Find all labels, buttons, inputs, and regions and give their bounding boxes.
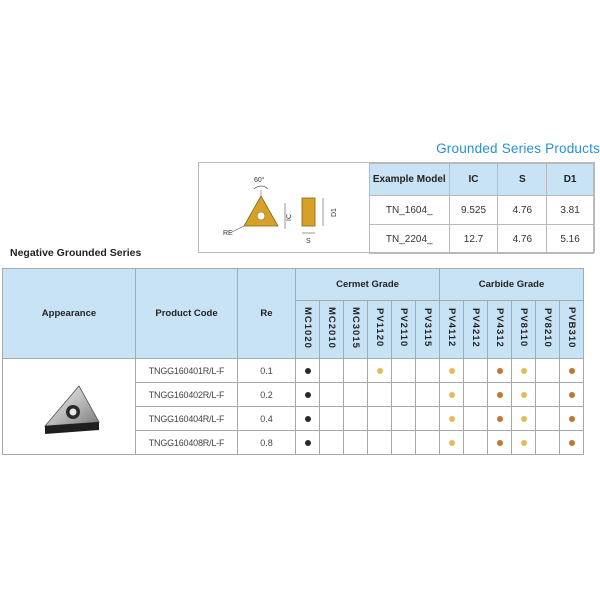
re-label: RE — [223, 230, 233, 237]
table-row — [370, 196, 594, 225]
ic-label: IC — [286, 214, 293, 221]
grade-cell — [440, 383, 464, 407]
header-d1: D1 — [547, 164, 594, 196]
grade-cell — [344, 383, 368, 407]
header-carbide-grade: Carbide Grade — [440, 269, 584, 301]
table-row — [3, 359, 584, 383]
table-row — [370, 225, 594, 254]
grade-col-header: PV2110 — [392, 301, 416, 359]
grade-cell — [488, 359, 512, 383]
availability-dot-icon — [497, 440, 503, 446]
grade-col-header: PV3115 — [416, 301, 440, 359]
grade-cell — [512, 431, 536, 455]
availability-dot-icon — [521, 392, 527, 398]
grade-cell — [560, 359, 584, 383]
grade-cell — [440, 407, 464, 431]
s-cell: 4.76 — [498, 196, 547, 225]
grade-cell — [296, 359, 320, 383]
grade-cell — [344, 359, 368, 383]
grade-cell — [488, 407, 512, 431]
grade-cell — [296, 407, 320, 431]
grade-cell — [392, 359, 416, 383]
grade-cell — [344, 431, 368, 455]
grade-cell — [536, 407, 560, 431]
grade-col-header: PV4212 — [464, 301, 488, 359]
availability-dot-icon — [449, 440, 455, 446]
grade-cell — [464, 407, 488, 431]
ic-cell: 9.525 — [449, 196, 498, 225]
grade-cell — [440, 359, 464, 383]
s-label: S — [306, 238, 311, 245]
product-code-cell: TNGG160408R/L-F — [136, 431, 238, 455]
header-re: Re — [238, 269, 296, 359]
grade-cell — [536, 431, 560, 455]
angle-arc — [254, 186, 268, 189]
re-cell: 0.4 — [238, 407, 296, 431]
grade-cell — [512, 383, 536, 407]
grade-col-header: PVB310 — [560, 301, 584, 359]
availability-dot-icon — [521, 440, 527, 446]
grade-cell — [416, 431, 440, 455]
header-cermet-grade: Cermet Grade — [296, 269, 440, 301]
availability-dot-icon — [521, 368, 527, 374]
grade-col-header: PV8210 — [536, 301, 560, 359]
product-code-cell: TNGG160401R/L-F — [136, 359, 238, 383]
header-s: S — [498, 164, 547, 196]
re-cell: 0.1 — [238, 359, 296, 383]
grade-cell — [416, 359, 440, 383]
triangle-insert-icon — [244, 196, 278, 226]
grade-cell — [560, 383, 584, 407]
availability-dot-icon — [305, 440, 311, 446]
model-cell: TN_1604_ — [370, 196, 450, 225]
grade-col-header: MC3015 — [344, 301, 368, 359]
section-title: Negative Grounded Series — [10, 247, 142, 259]
grade-cell — [512, 407, 536, 431]
grade-col-header: PV1120 — [368, 301, 392, 359]
grade-cell — [464, 359, 488, 383]
grade-cell — [560, 407, 584, 431]
grade-cell — [368, 407, 392, 431]
availability-dot-icon — [569, 440, 575, 446]
header-product-code: Product Code — [136, 269, 238, 359]
grade-cell — [512, 359, 536, 383]
d1-cell: 3.81 — [547, 196, 594, 225]
grade-cell — [392, 407, 416, 431]
grade-cell — [464, 383, 488, 407]
grade-col-header: MC1020 — [296, 301, 320, 359]
header-appearance: Appearance — [3, 269, 136, 359]
grade-cell — [320, 383, 344, 407]
insert-photo-icon — [3, 360, 135, 452]
availability-dot-icon — [497, 416, 503, 422]
grade-table — [2, 268, 584, 455]
example-panel — [198, 162, 595, 253]
grade-cell — [296, 431, 320, 455]
s-cell: 4.76 — [498, 225, 547, 254]
grade-cell — [344, 407, 368, 431]
d1-cell: 5.16 — [547, 225, 594, 254]
d1-label: D1 — [331, 208, 338, 217]
grade-cell — [392, 383, 416, 407]
grade-cell — [368, 383, 392, 407]
grade-cell — [368, 359, 392, 383]
series-title: Grounded Series Products — [436, 141, 600, 156]
availability-dot-icon — [569, 416, 575, 422]
grade-col-header: PV4312 — [488, 301, 512, 359]
header-ic: IC — [449, 164, 498, 196]
example-model-table — [369, 163, 594, 254]
availability-dot-icon — [305, 392, 311, 398]
angle-label: 60° — [254, 177, 265, 184]
insert-hole — [257, 212, 265, 220]
grade-cell — [416, 407, 440, 431]
ic-cell: 12.7 — [449, 225, 498, 254]
grade-cell — [464, 431, 488, 455]
side-view-insert — [302, 198, 315, 226]
re-cell: 0.8 — [238, 431, 296, 455]
model-cell: TN_2204_ — [370, 225, 450, 254]
product-code-cell: TNGG160404R/L-F — [136, 407, 238, 431]
availability-dot-icon — [305, 368, 311, 374]
grade-col-header: PV8110 — [512, 301, 536, 359]
product-code-cell: TNGG160402R/L-F — [136, 383, 238, 407]
availability-dot-icon — [305, 416, 311, 422]
availability-dot-icon — [521, 416, 527, 422]
availability-dot-icon — [449, 392, 455, 398]
grade-cell — [488, 383, 512, 407]
header-example-model: Example Model — [370, 164, 450, 196]
grade-cell — [320, 407, 344, 431]
insert-appearance-image — [3, 359, 136, 455]
availability-dot-icon — [569, 392, 575, 398]
availability-dot-icon — [377, 368, 383, 374]
grade-cell — [536, 383, 560, 407]
grade-cell — [416, 383, 440, 407]
grade-cell — [392, 431, 416, 455]
availability-dot-icon — [449, 368, 455, 374]
grade-cell — [368, 431, 392, 455]
re-cell: 0.2 — [238, 383, 296, 407]
grade-cell — [440, 431, 464, 455]
availability-dot-icon — [569, 368, 575, 374]
grade-col-header: PV4112 — [440, 301, 464, 359]
grade-col-header: MC2010 — [320, 301, 344, 359]
availability-dot-icon — [497, 368, 503, 374]
grade-cell — [320, 359, 344, 383]
grade-cell — [296, 383, 320, 407]
availability-dot-icon — [449, 416, 455, 422]
grade-cell — [320, 431, 344, 455]
availability-dot-icon — [497, 392, 503, 398]
grade-cell — [536, 359, 560, 383]
grade-cell — [488, 431, 512, 455]
grade-cell — [560, 431, 584, 455]
insert-dimension-diagram — [199, 163, 369, 252]
grade-table-body — [3, 359, 584, 455]
